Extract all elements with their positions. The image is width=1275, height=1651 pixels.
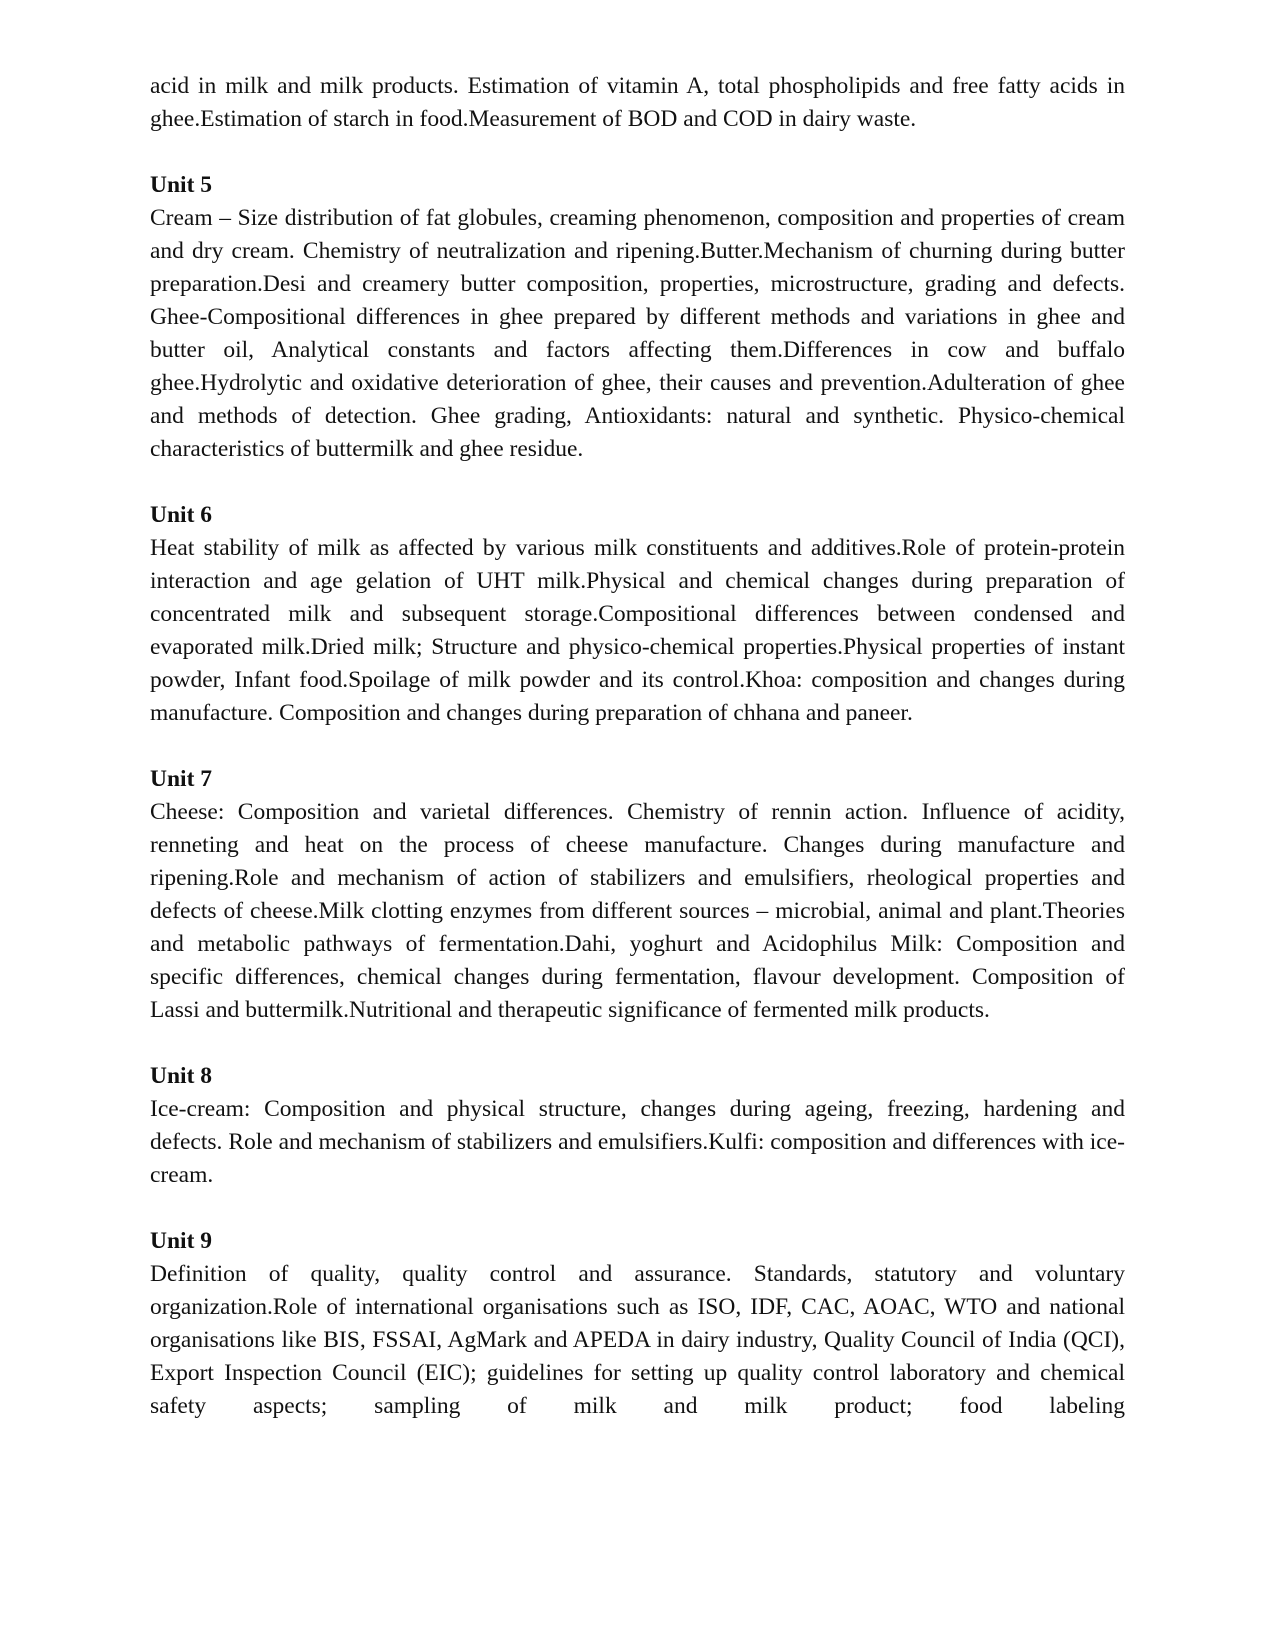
unit-7-heading: Unit 7 [150, 766, 213, 792]
unit-6-text: Heat stability of milk as affected by various milk constituents and additives.Role of protein-protein interaction and age gelation of UHT milk.Physical and chemical changes during preparation of concentrated milk and subsequent storage.Compositional differences between condensed and evaporated milk.Dried milk; Structure and physico-chemical properties.Physical properties of instant powder, Infant food.Spoilage of milk powder and its control.Khoa: composition and changes during manufacture. Composition and changes during preparation of chhana and paneer. [150, 535, 1125, 726]
unit-9-section [150, 1225, 1125, 1423]
unit-7-section [150, 763, 1125, 1027]
unit-6-heading: Unit 6 [150, 502, 213, 528]
unit-5-heading: Unit 5 [150, 172, 213, 198]
unit-8-text: Ice-cream: Composition and physical structure, changes during ageing, freezing, hardening and defects. Role and mechanism of stabilizers and emulsifiers.Kulfi: composition and differences with ice-cream. [150, 1096, 1125, 1188]
unit-9-text: Definition of quality, quality control and assurance. Standards, statutory and voluntary organization.Role of international organisations such as ISO, IDF, CAC, AOAC, WTO and national organisations like BIS, FSSAI, AgMark and APEDA in dairy industry, Quality Council of India (QCI), Export Inspection Council (EIC); guidelines for setting up quality control laboratory and chemical safety aspects; sampling of milk and milk product; food labeling [150, 1261, 1125, 1419]
unit-7-text: Cheese: Composition and varietal differences. Chemistry of rennin action. Influence of acidity, renneting and heat on the process of cheese manufacture. Changes during manufacture and ripening.Role and mechanism of action of stabilizers and emulsifiers, rheological properties and defects of cheese.Milk clotting enzymes from different sources – microbial, animal and plant.Theories and metabolic pathways of fermentation.Dahi, yoghurt and Acidophilus Milk: Composition and specific differences, chemical changes during fermentation, flavour development. Composition of Lassi and buttermilk.Nutritional and therapeutic significance of fermented milk products. [150, 799, 1125, 1023]
document-page [150, 70, 1125, 1423]
unit-8-section [150, 1060, 1125, 1192]
unit-5-text: Cream – Size distribution of fat globules, creaming phenomenon, composition and properties of cream and dry cream. Chemistry of neutralization and ripening.Butter.Mechanism of churning during butter preparation.Desi and creamery butter composition, properties, microstructure, grading and defects. Ghee-Compositional differences in ghee prepared by different methods and variations in ghee and butter oil, Analytical constants and factors affecting them.Differences in cow and buffalo ghee.Hydrolytic and oxidative deterioration of ghee, their causes and prevention.Adulteration of ghee and methods of detection. Ghee grading, Antioxidants: natural and synthetic. Physico-chemical characteristics of buttermilk and ghee residue. [150, 205, 1125, 462]
unit-6-section [150, 499, 1125, 730]
intro-paragraph: acid in milk and milk products. Estimation of vitamin A, total phospholipids and free fatty acids in ghee.Estimation of starch in food.Measurement of BOD and COD in dairy waste. [150, 73, 1125, 132]
unit-9-heading: Unit 9 [150, 1228, 213, 1254]
unit-5-section [150, 169, 1125, 466]
unit-8-heading: Unit 8 [150, 1063, 213, 1089]
